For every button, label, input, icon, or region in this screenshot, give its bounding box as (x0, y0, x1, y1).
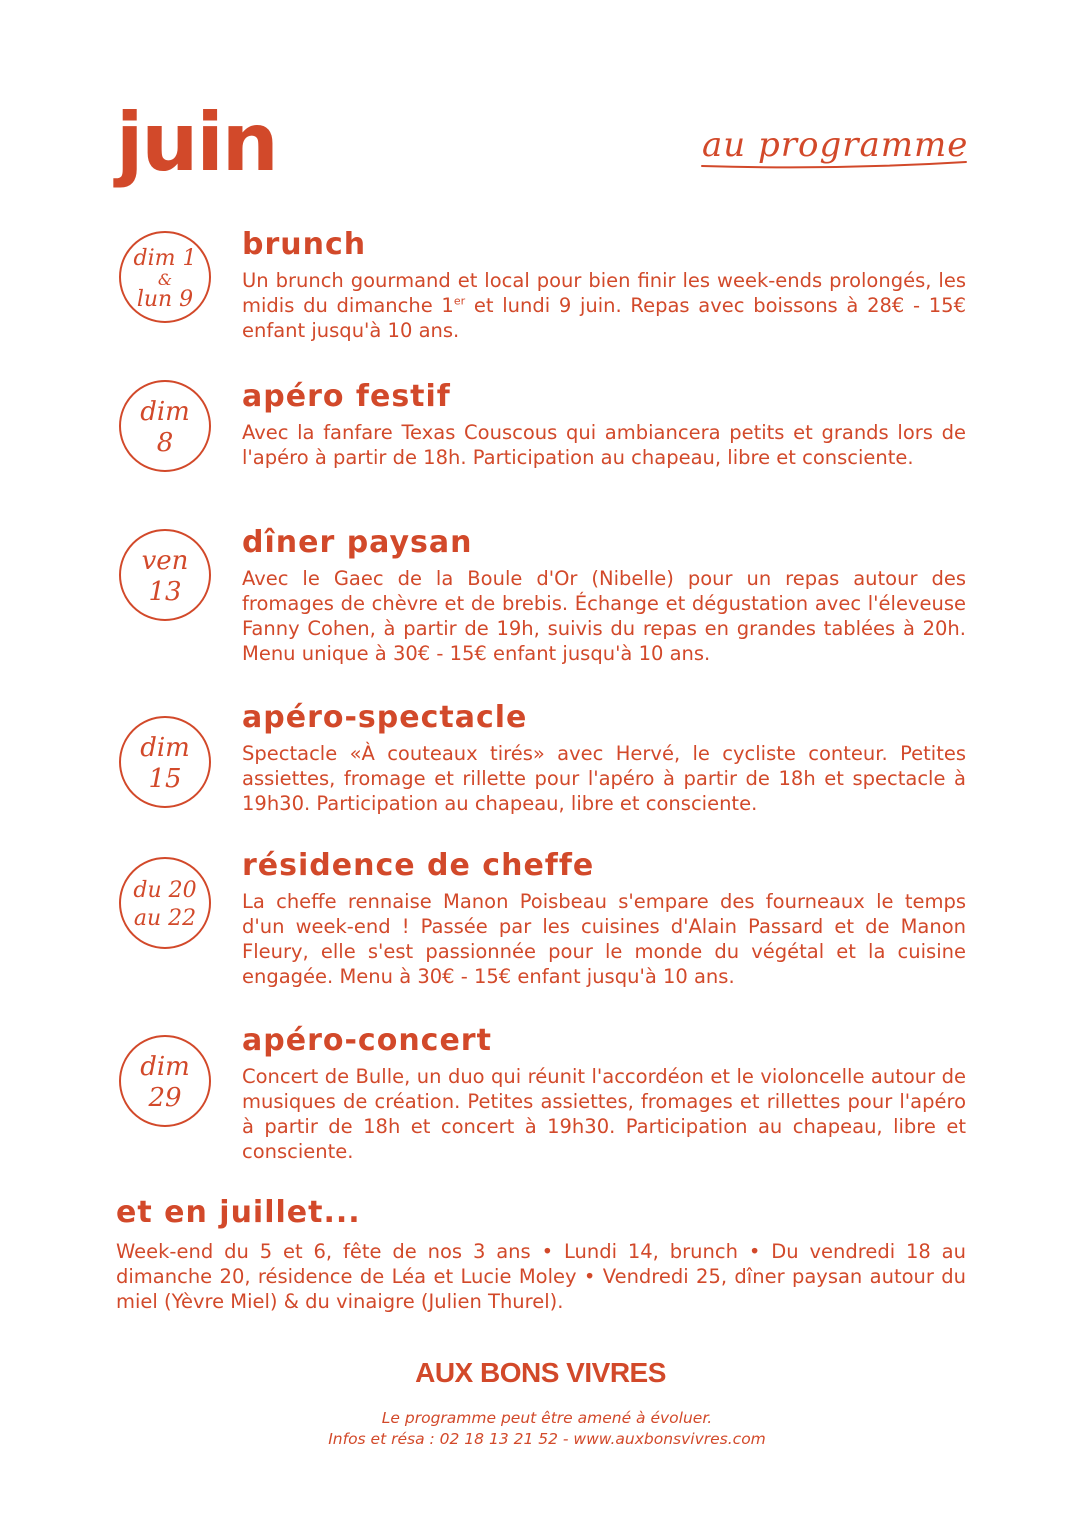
svg-text:dim: dim (140, 1052, 190, 1082)
event-description: Un brunch gourmand et local pour bien finir les week-ends prolongés, les midis du dimanche 1er et lundi 9 juin. Repas avec boissons à 28€ - 15€ enfant jusqu'à 10 ans. (242, 269, 966, 342)
event-title: résidence de cheffe (242, 848, 595, 883)
svg-text:dim 1: dim 1 (133, 246, 197, 271)
svg-text:au programme: au programme (702, 125, 969, 165)
date-badge (116, 228, 214, 326)
event-title: apéro festif (242, 379, 451, 414)
event-title: dîner paysan (242, 525, 473, 560)
event-description: Avec le Gaec de la Boule d'Or (Nibelle) pour un repas autour des fromages de chèvre et de brebis. Échange et dégustation avec l'éleveuse Fanny Cohen, à partir de 19h, suivis du repas en grandes tablées à 20h. Menu unique à 30€ - 15€ enfant jusqu'à 10 ans. (242, 567, 966, 665)
footer-contact: Infos et résa : 02 18 13 21 52 - www.auxbonsvivres.com (328, 1430, 766, 1448)
svg-text:15: 15 (148, 764, 182, 794)
date-badge (116, 1032, 214, 1130)
july-description: Week-end du 5 et 6, fête de nos 3 ans • Lundi 14, brunch • Du vendredi 18 au dimanche 20, résidence de Léa et Lucie Moley • Vendredi 25, dîner paysan autour du miel (Yèvre Miel) & du vinaigre (Julien Thurel). (116, 1240, 966, 1313)
brand-logo-text: AUX BONS VIVRES (415, 1357, 666, 1388)
svg-text:du 20: du 20 (133, 878, 197, 903)
event-title: brunch (242, 227, 367, 262)
event-description: Concert de Bulle, un duo qui réunit l'accordéon et le violoncelle autour de musiques de création. Petites assiettes, fromages et rillettes pour l'apéro à partir de 18h et concert à 19h30. Participation au chapeau, libre et consciente. (242, 1065, 966, 1163)
month-title: juin (116, 96, 277, 189)
event-description: La cheffe rennaise Manon Poisbeau s'empare des fourneaux le temps d'un week-end ! Passée par les cuisines d'Alain Passard et de Manon Fleury, elle s'est passionnée pour le monde du végétal et la cuisine engagée. Menu à 30€ - 15€ enfant jusqu'à 10 ans. (242, 890, 966, 988)
event-title: apéro-spectacle (242, 700, 528, 735)
event-title: apéro-concert (242, 1023, 492, 1058)
svg-text:dim: dim (140, 733, 190, 763)
event-description: Avec la fanfare Texas Couscous qui ambiancera petits et grands lors de l'apéro à partir de 18h. Participation au chapeau, libre et consciente. (242, 421, 966, 469)
footer-note: Le programme peut être amené à évoluer. (381, 1409, 713, 1427)
svg-text:29: 29 (148, 1083, 182, 1113)
july-title: et en juillet... (116, 1195, 361, 1230)
svg-text:au 22: au 22 (133, 906, 197, 931)
svg-text:8: 8 (156, 428, 174, 458)
svg-text:13: 13 (148, 577, 182, 607)
script-title-au-programme (700, 114, 970, 186)
date-badge (116, 713, 214, 811)
svg-text:&: & (157, 270, 173, 289)
svg-text:dim: dim (140, 397, 190, 427)
event-description: Spectacle «À couteaux tirés» avec Hervé, le cycliste conteur. Petites assiettes, fromage et rillette pour l'apéro à partir de 18h et spectacle à 19h30. Participation au chapeau, libre et consciente. (242, 742, 966, 815)
svg-text:lun 9: lun 9 (136, 287, 194, 312)
date-badge (116, 854, 214, 952)
svg-text:ven: ven (141, 546, 189, 576)
date-badge (116, 377, 214, 475)
date-badge (116, 526, 214, 624)
